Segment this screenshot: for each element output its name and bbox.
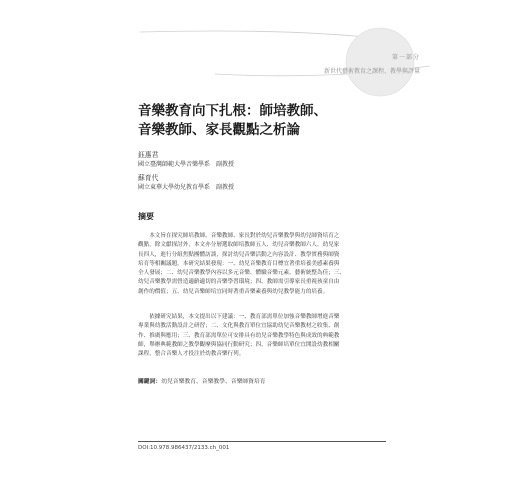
author-affiliation: 國立臺灣師範大學音樂學系 副教授 xyxy=(138,161,235,168)
keywords-text: 幼兒音樂教育、音樂教學、音樂師資培育 xyxy=(161,379,266,385)
keywords xyxy=(138,376,266,385)
title-line: 音樂教育向下扎根：師培教師、 xyxy=(138,103,327,119)
footer-divider xyxy=(138,441,386,442)
text-line: 長四人，進行分組焦點團體訪談，探討幼兒音樂活動之內容設計、教學實務與師資 xyxy=(138,251,340,258)
keywords-label: 關鍵詞： xyxy=(138,379,162,385)
abstract-heading: 摘要 xyxy=(138,212,154,221)
text-line: 師，舉辦典範教師之教學觀摩與協同行動研究；四、音樂師培單位宜開設幼教相關 xyxy=(138,341,340,348)
abstract-paragraph xyxy=(138,313,386,359)
text-line: 創作的價值；五、幼兒音樂師培宜同時著重音樂素養與幼兒教學能力的培養。 xyxy=(138,288,329,295)
abstract-paragraph xyxy=(138,232,386,297)
text-line: 幼兒音樂教學需營造適齡適切的音樂學習環境；四、教師需引導家長重視孩童自由 xyxy=(138,279,340,286)
part-label: 第一部分 xyxy=(391,54,420,61)
author-affiliation: 國立東華大學幼兒教育學系 副教授 xyxy=(138,184,235,191)
text-line: 作、推廣與應用；三、教育部需單位可安排具有幼兒音樂教學特色與成效的典範教 xyxy=(138,332,340,339)
doi-text: DOI:10.978.986437/2133.ch_001 xyxy=(138,445,230,451)
text-line: 課程，整合音樂人才投注於幼教音樂行列。 xyxy=(138,351,245,358)
title-line: 音樂教師、家長觀點之析論 xyxy=(138,122,300,138)
author-name: 蘇育代 xyxy=(138,174,159,182)
section-label: 新世代藝術教育之課程、教學與評量 xyxy=(323,68,420,75)
text-line: 本文旨在探究師培教師、音樂教師、家長對於幼兒音樂教學與幼兒師資培育之 xyxy=(138,233,340,239)
header-curve-decoration xyxy=(0,0,520,110)
article-title xyxy=(138,102,398,140)
text-line: 專業與幼教活動設計之研習；二、文化與教育單位宜協助幼兒音樂教材之收集、創 xyxy=(138,323,340,330)
text-line: 觀點。除文獻探討外，本文亦分層選取師培教師五人、幼兒音樂教師六人、幼兒家 xyxy=(138,242,340,249)
text-line: 依據研究結果，本文提出以下建議：一、教育部需單位加強音樂教師增進音樂 xyxy=(138,314,340,320)
author-block xyxy=(138,174,234,192)
text-line: 全人發展；二、幼兒音樂教學內容以多元音樂、體驗音樂元素、藝術統整為佳；三、 xyxy=(138,270,345,277)
author-name: 鈺惠君 xyxy=(138,151,159,159)
text-line: 培育等相關議題。本研究結果發現：一、幼兒音樂教育目標宜著重培養美感素養與 xyxy=(138,260,340,267)
author-block xyxy=(138,151,234,169)
